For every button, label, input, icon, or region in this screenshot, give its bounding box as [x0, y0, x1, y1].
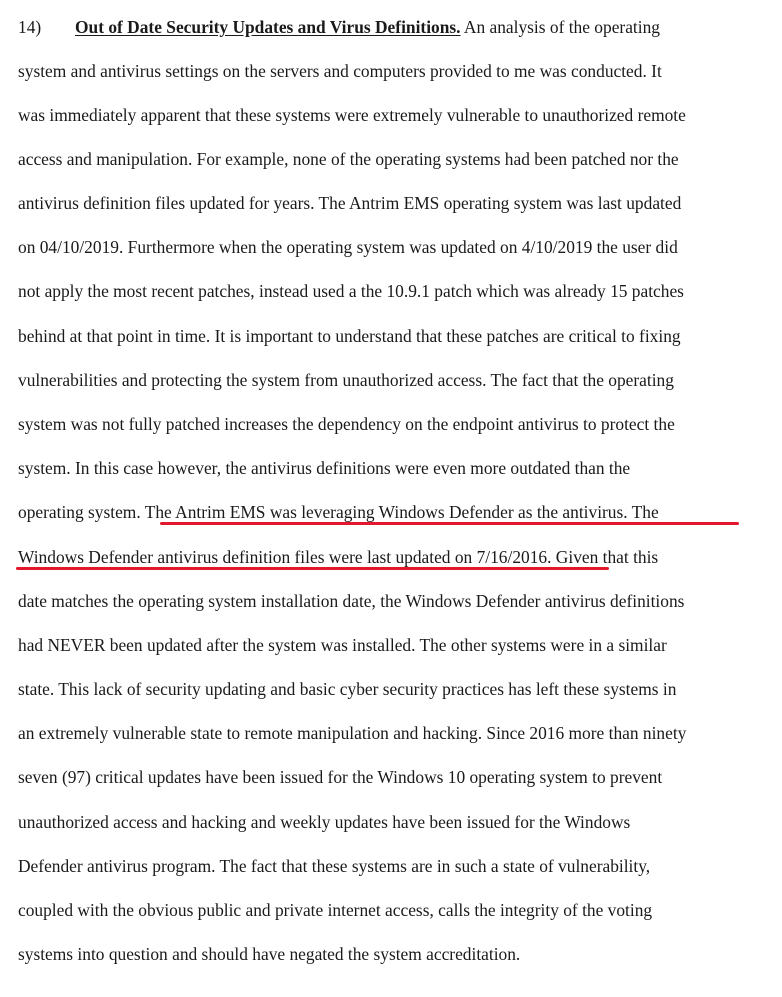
paragraph-number: 14) [18, 17, 42, 37]
text-line: was immediately apparent that these systems were extremely vulnerable to unauthorized remote [18, 105, 686, 125]
text-line: coupled with the obvious public and private internet access, calls the integrity of the voting [18, 900, 653, 920]
text-line: state. This lack of security updating and basic cyber security practices has left these systems in [18, 679, 677, 699]
highlighted-line: operating system. The Antrim EMS was leveraging Windows Defender as the antivirus. The [18, 502, 659, 522]
text-line: system was not fully patched increases the dependency on the endpoint antivirus to protect the [18, 414, 675, 434]
text-line: not apply the most recent patches, instead used a the 10.9.1 patch which was already 15 patches [18, 281, 684, 301]
highlighted-line: Windows Defender antivirus definition files were last updated on 7/16/2016. Given that this [18, 547, 659, 567]
text-line: seven (97) critical updates have been issued for the Windows 10 operating system to prevent [18, 767, 663, 787]
text-line: vulnerabilities and protecting the system from unauthorized access. The fact that the operating [18, 370, 674, 390]
text-line: access and manipulation. For example, none of the operating systems had been patched nor the [18, 149, 679, 169]
paragraph-first-line [18, 14, 660, 40]
text-line: an extremely vulnerable state to remote manipulation and hacking. Since 2016 more than ninety [18, 723, 687, 743]
text-line: system and antivirus settings on the servers and computers provided to me was conducted. It [18, 61, 662, 81]
text-line: date matches the operating system installation date, the Windows Defender antivirus definitions [18, 591, 685, 611]
text-line: systems into question and should have negated the system accreditation. [18, 944, 521, 964]
red-underline-annotation [160, 522, 739, 525]
text-line: unauthorized access and hacking and weekly updates have been issued for the Windows [18, 812, 631, 832]
text-line: Defender antivirus program. The fact that these systems are in such a state of vulnerability, [18, 856, 651, 876]
text-line: on 04/10/2019. Furthermore when the operating system was updated on 4/10/2019 the user did [18, 237, 678, 257]
text-line: antivirus definition files updated for years. The Antrim EMS operating system was last updated [18, 193, 682, 213]
red-underline-annotation [16, 567, 609, 570]
text-line: had NEVER been updated after the system was installed. The other systems were in a similar [18, 635, 667, 655]
line-text: An analysis of the operating [460, 17, 660, 37]
paragraph-heading: Out of Date Security Updates and Virus Definitions. [75, 17, 461, 37]
text-line: behind at that point in time. It is important to understand that these patches are critical to fixing [18, 326, 681, 346]
text-line: system. In this case however, the antivirus definitions were even more outdated than the [18, 458, 631, 478]
